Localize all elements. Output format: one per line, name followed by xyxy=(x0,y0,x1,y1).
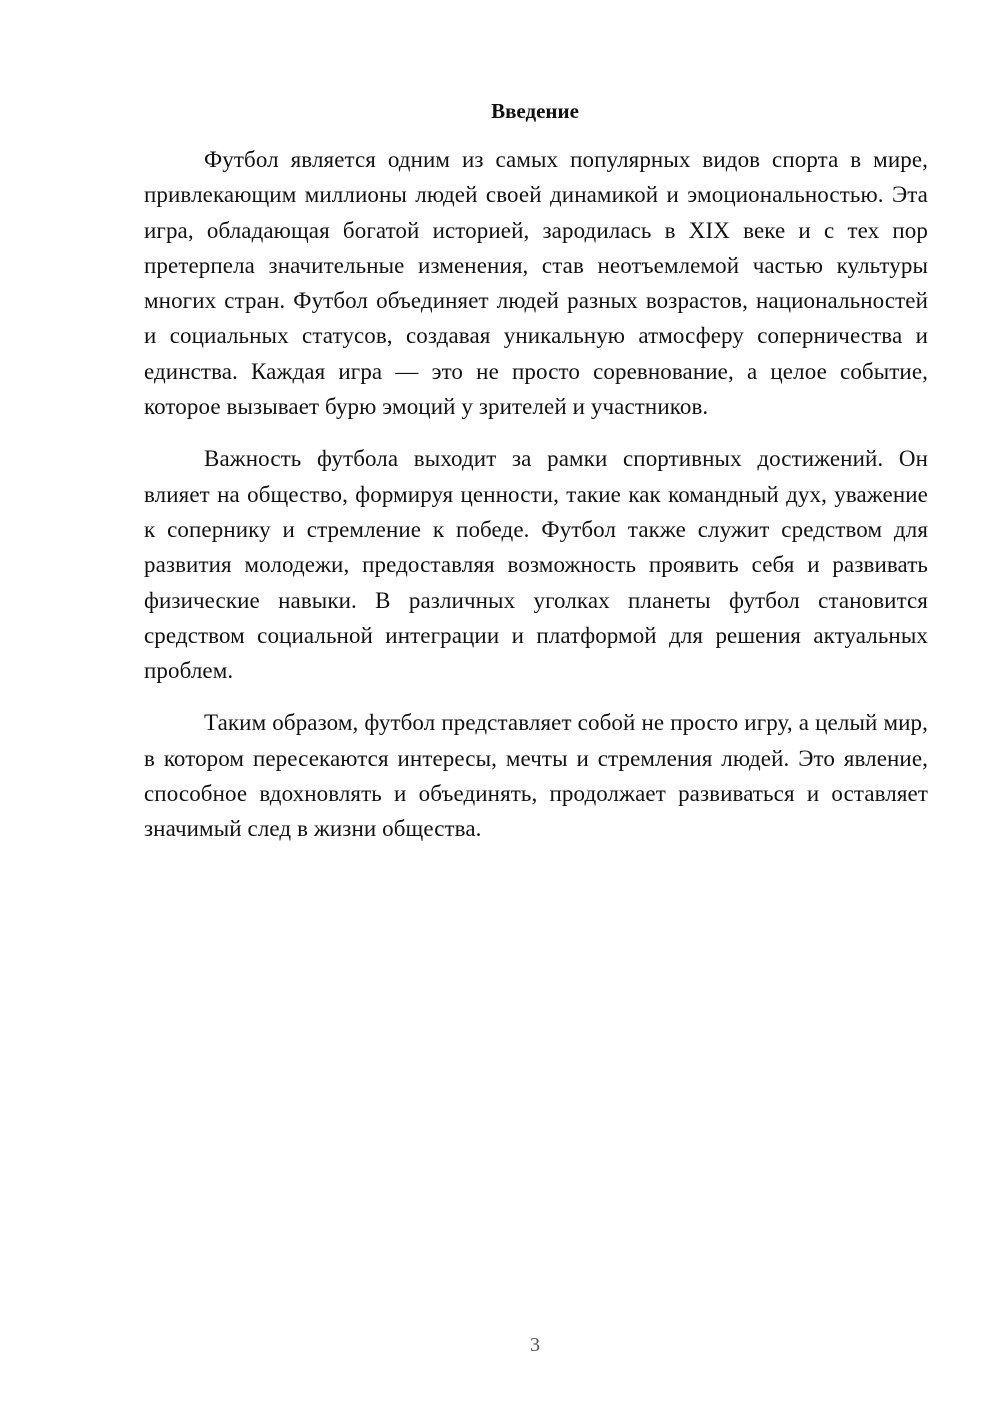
paragraph-1: Футбол является одним из самых популярных видов спорта в мире, привлекающим миллионы людей своей динамикой и эмоциональностью. Эта игра, обладающая богатой историей, зародилась в XIX веке и с тех пор претерпела значительные изменения, став неотъемлемой частью культуры многих стран. Футбол объединяет людей разных возрастов, национальностей и социальных статусов, создавая уникальную атмосферу соперничества и единства. Каждая игра — это не просто соревнование, а целое событие, которое вызывает бурю эмоций у зрителей и участников. xyxy=(144,147,928,420)
page-title: Введение xyxy=(491,99,579,123)
body-text xyxy=(144,142,928,864)
paragraph-2: Важность футбола выходит за рамки спортивных достижений. Он влияет на общество, формируя ценности, такие как командный дух, уважение к сопернику и стремление к победе. Футбол также служит средством для развития молодежи, предоставляя возможность проявить себя и развивать физические навыки. В различных уголках планеты футбол становится средством социальной интеграции и платформой для решения актуальных проблем. xyxy=(144,446,928,684)
paragraph-3: Таким образом, футбол представляет собой не просто игру, а целый мир, в котором пересекаются интересы, мечты и стремления людей. Это явление, способное вдохновлять и объединять, продолжает развиваться и оставляет значимый след в жизни общества. xyxy=(144,710,928,842)
page-number: 3 xyxy=(530,1334,540,1356)
